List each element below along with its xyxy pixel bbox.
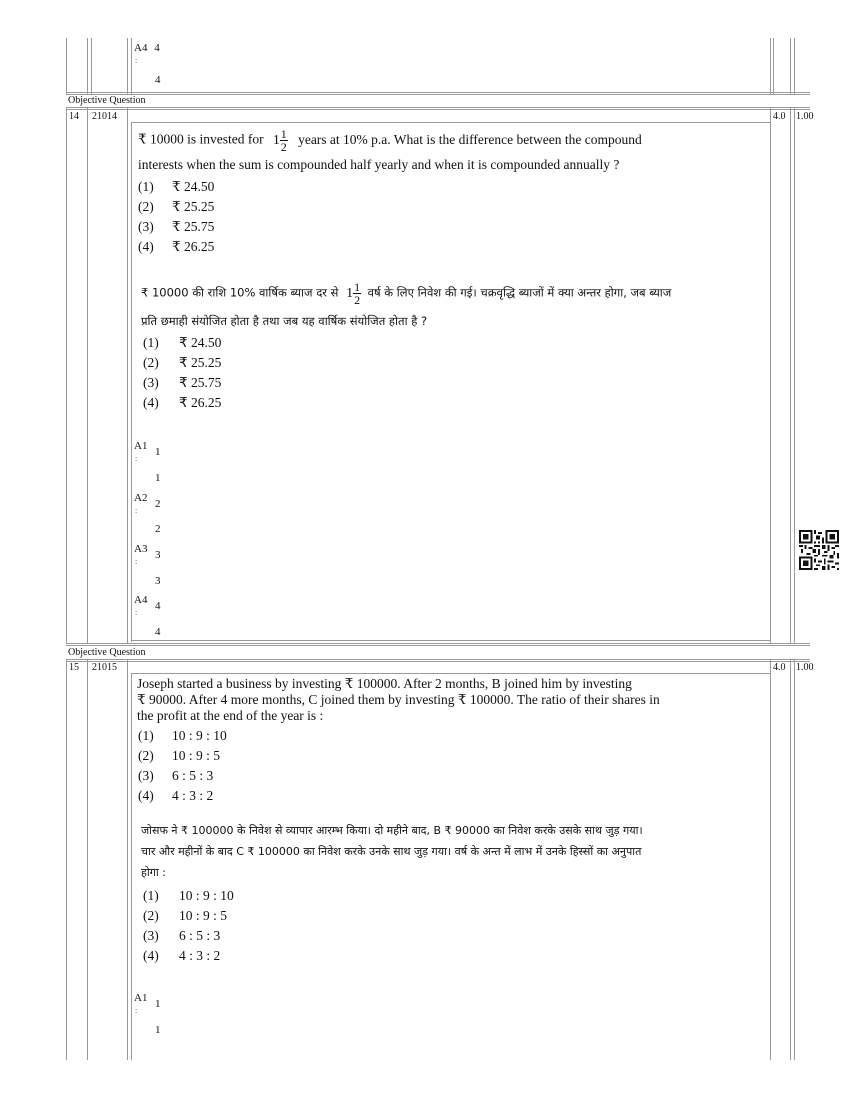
grid-line <box>127 38 128 94</box>
grid-line <box>131 640 770 641</box>
grid-line <box>66 643 810 644</box>
grid-line <box>131 673 770 674</box>
answer-colon: : <box>135 56 138 65</box>
option-value: 10 : 9 : 10 <box>179 888 234 903</box>
option-number: (3) <box>143 928 159 943</box>
mixed-fraction <box>346 280 368 307</box>
answer-label <box>134 440 147 452</box>
question-number: 14 <box>69 111 79 122</box>
option-number: (2) <box>138 748 154 763</box>
mixed-fraction <box>272 127 294 154</box>
answer-value: 2 <box>155 498 161 510</box>
option-value: 10 : 9 : 10 <box>172 728 227 743</box>
option-value: 10 : 9 : 5 <box>179 908 228 923</box>
option-number: (4) <box>138 788 154 803</box>
answer-label <box>134 594 147 606</box>
qr-code <box>799 530 839 570</box>
answer-value: 4 <box>155 600 161 612</box>
option-item <box>138 786 227 806</box>
mixed-whole: 1 <box>272 131 280 147</box>
question-id: 21015 <box>92 662 117 673</box>
question-text-line: ₹ 10000 is invested for <box>138 131 264 147</box>
fraction-numerator: 1 <box>280 127 287 141</box>
answer-detail: 1 <box>155 472 161 484</box>
option-value: ₹ 24.50 <box>179 335 222 350</box>
option-list <box>138 177 214 257</box>
question-text-line: प्रति छमाही संयोजित होता है तथा जब यह वार्षिक संयोजित होता है ? <box>141 314 428 328</box>
option-item <box>138 746 227 766</box>
question-negative-marks: 1.00 <box>796 111 814 122</box>
grid-line <box>66 107 810 108</box>
answer-label <box>134 543 147 555</box>
question-number: 15 <box>69 662 79 673</box>
option-list <box>138 726 227 806</box>
question-text-line: ₹ 90000. After 4 more months, C joined them by investing ₹ 100000. The ratio of their shares in <box>137 692 660 707</box>
grid-line <box>127 660 128 1060</box>
question-text-hi <box>141 281 671 332</box>
option-number: (3) <box>138 768 154 783</box>
option-value: 10 : 9 : 5 <box>172 748 221 763</box>
question-text-line: चार और महीनों के बाद C ₹ 100000 का निवेश करके उनके साथ जुड़ गया। वर्ष के अन्त में लाभ में उनके हिस्सों का अनुपात <box>141 845 642 858</box>
option-value: ₹ 25.25 <box>179 355 222 370</box>
answer-detail: 1 <box>155 1024 161 1036</box>
grid-line <box>66 661 810 662</box>
grid-line <box>66 38 67 94</box>
option-number: (2) <box>143 908 159 923</box>
grid-line <box>773 38 774 94</box>
option-value: ₹ 26.25 <box>179 395 222 410</box>
option-value: ₹ 25.25 <box>172 199 215 214</box>
option-item <box>138 237 214 257</box>
option-item <box>143 926 234 946</box>
question-text-line: the profit at the end of the year is : <box>137 708 324 723</box>
option-value: ₹ 25.75 <box>172 219 215 234</box>
grid-line <box>790 660 791 1060</box>
question-text-en <box>138 128 768 175</box>
grid-line <box>794 660 795 1060</box>
grid-line <box>66 94 810 95</box>
option-number: (4) <box>143 395 159 410</box>
answer-detail: 4 <box>155 74 161 86</box>
grid-line <box>770 108 771 644</box>
option-item <box>143 333 221 353</box>
grid-line <box>87 108 88 644</box>
option-number: (3) <box>143 375 159 390</box>
grid-line <box>131 122 132 642</box>
answer-detail: 3 <box>155 575 161 587</box>
option-item <box>143 886 234 906</box>
question-text-en <box>137 676 767 724</box>
answer-id: A2 <box>134 492 148 504</box>
grid-line <box>66 108 67 644</box>
option-item <box>138 726 227 746</box>
option-number: (3) <box>138 219 154 234</box>
question-text-line: years at 10% p.a. What is the difference between the compound <box>298 131 642 147</box>
option-value: 4 : 3 : 2 <box>172 788 214 803</box>
grid-line <box>790 38 791 94</box>
grid-line <box>131 38 132 94</box>
grid-line <box>131 673 132 1060</box>
question-text-line: वर्ष के लिए निवेश की गई। चक्रवृद्धि ब्याजों में क्या अन्तर होगा, जब ब्याज <box>367 285 672 300</box>
option-item <box>143 373 221 393</box>
answer-value: 1 <box>155 998 161 1010</box>
grid-line <box>66 645 810 646</box>
grid-line <box>131 122 770 123</box>
grid-line <box>66 660 67 1060</box>
answer-colon: : <box>135 454 138 463</box>
answer-colon: : <box>135 506 138 515</box>
answer-id: A4 <box>134 42 148 54</box>
question-marks: 4.0 <box>773 111 786 122</box>
question-text-line: Joseph started a business by investing ₹ 100000. After 2 months, B joined him by investing <box>137 676 632 691</box>
question-text-line: interests when the sum is compounded half yearly and when it is compounded annually ? <box>138 157 620 172</box>
option-number: (4) <box>138 239 154 254</box>
answer-detail: 2 <box>155 523 161 535</box>
answer-id: A1 <box>134 440 148 452</box>
option-number: (1) <box>138 728 154 743</box>
grid-line <box>91 38 92 94</box>
option-item <box>143 906 234 926</box>
option-value: 6 : 5 : 3 <box>179 928 221 943</box>
answer-label <box>134 42 160 54</box>
fraction-denominator: 2 <box>354 293 361 307</box>
answer-label <box>134 492 147 504</box>
answer-id: A3 <box>134 543 148 555</box>
option-number: (2) <box>138 199 154 214</box>
fraction-denominator: 2 <box>280 140 287 154</box>
grid-line <box>794 38 795 94</box>
section-label: Objective Question <box>68 95 146 106</box>
answer-value: 4 <box>154 42 160 54</box>
option-number: (2) <box>143 355 159 370</box>
option-value: ₹ 24.50 <box>172 179 215 194</box>
option-value: ₹ 26.25 <box>172 239 215 254</box>
option-list <box>143 886 234 966</box>
option-value: 4 : 3 : 2 <box>179 948 221 963</box>
answer-value: 3 <box>155 549 161 561</box>
grid-line <box>66 92 810 93</box>
answer-colon: : <box>135 557 138 566</box>
option-item <box>138 197 214 217</box>
grid-line <box>770 660 771 1060</box>
question-text-line: ₹ 10000 की राशि 10% वार्षिक ब्याज दर से <box>141 285 339 300</box>
grid-line <box>127 108 128 644</box>
grid-line <box>790 108 791 644</box>
option-value: 6 : 5 : 3 <box>172 768 214 783</box>
mixed-whole: 1 <box>346 285 354 301</box>
option-value: ₹ 25.75 <box>179 375 222 390</box>
option-item <box>138 177 214 197</box>
grid-line <box>87 38 88 94</box>
option-item <box>143 946 234 966</box>
question-text-line: होगा : <box>141 866 166 879</box>
question-marks: 4.0 <box>773 662 786 673</box>
option-list <box>143 333 221 413</box>
question-negative-marks: 1.00 <box>796 662 814 673</box>
grid-line <box>66 109 810 110</box>
grid-line <box>770 38 771 94</box>
answer-id: A4 <box>134 594 148 606</box>
question-text-hi <box>141 820 643 883</box>
option-item <box>138 217 214 237</box>
option-item <box>138 766 227 786</box>
answer-value: 1 <box>155 446 161 458</box>
grid-line <box>87 660 88 1060</box>
option-number: (4) <box>143 948 159 963</box>
answer-colon: : <box>135 1006 138 1015</box>
answer-detail: 4 <box>155 626 161 638</box>
option-number: (1) <box>143 335 159 350</box>
option-item <box>143 393 221 413</box>
question-id: 21014 <box>92 111 117 122</box>
answer-id: A1 <box>134 992 148 1004</box>
question-text-line: जोसफ ने ₹ 100000 के निवेश से व्यापार आरम्भ किया। दो महीने बाद, B ₹ 90000 का निवेश करके उसके साथ जुड़ गया। <box>141 824 643 837</box>
grid-line <box>66 659 810 660</box>
fraction-numerator: 1 <box>354 280 361 294</box>
option-item <box>143 353 221 373</box>
answer-colon: : <box>135 608 138 617</box>
option-number: (1) <box>138 179 154 194</box>
section-label: Objective Question <box>68 647 146 658</box>
grid-line <box>794 108 795 644</box>
option-number: (1) <box>143 888 159 903</box>
answer-label <box>134 992 147 1004</box>
